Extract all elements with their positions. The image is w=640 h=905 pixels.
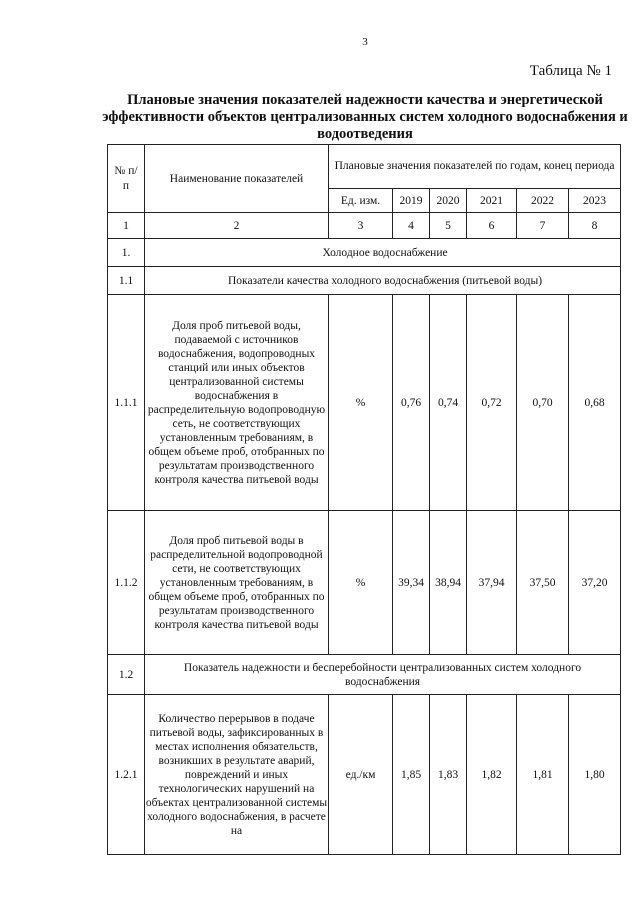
row-value: 1,80 bbox=[569, 695, 621, 855]
column-number: 1 bbox=[108, 213, 145, 239]
row-value: 37,50 bbox=[517, 511, 569, 655]
column-number: 6 bbox=[467, 213, 517, 239]
column-number: 2 bbox=[145, 213, 329, 239]
table-caption: Таблица № 1 bbox=[529, 63, 612, 79]
row-name: Доля проб питьевой воды, подаваемой с источников водоснабжения, водопроводных станций или иных объектов централизованной системы водоснабжения в распределительную водопроводную сеть, не соответствующих установленным требованиям, в общем объеме проб, отобранных по результатам производственного контроля качества питьевой воды bbox=[145, 295, 329, 511]
section-row bbox=[108, 239, 621, 267]
section-name: Показатель надежности и бесперебойности централизованных систем холодного водоснабжения bbox=[145, 655, 621, 695]
table-row bbox=[108, 695, 621, 855]
row-value: 1,83 bbox=[430, 695, 467, 855]
row-value: 0,74 bbox=[430, 295, 467, 511]
section-num: 1.1 bbox=[108, 267, 145, 295]
row-unit: % bbox=[329, 295, 393, 511]
row-unit: ед./км bbox=[329, 695, 393, 855]
row-value: 1,81 bbox=[517, 695, 569, 855]
section-name: Холодное водоснабжение bbox=[145, 239, 621, 267]
row-value: 1,85 bbox=[393, 695, 430, 855]
section-row bbox=[108, 267, 621, 295]
row-value: 0,68 bbox=[569, 295, 621, 511]
row-name: Количество перерывов в подаче питьевой воды, зафиксированных в местах исполнения обязательств, возникших в результате аварий, повреждений и иных технологических нарушений на объектах централизованной системы холодного водоснабжения, в расчете на bbox=[145, 695, 329, 855]
row-value: 38,94 bbox=[430, 511, 467, 655]
column-number: 8 bbox=[569, 213, 621, 239]
column-number: 5 bbox=[430, 213, 467, 239]
row-unit: % bbox=[329, 511, 393, 655]
row-value: 37,20 bbox=[569, 511, 621, 655]
header-year: 2019 bbox=[393, 189, 430, 213]
section-num: 1. bbox=[108, 239, 145, 267]
row-value: 0,76 bbox=[393, 295, 430, 511]
column-number: 4 bbox=[393, 213, 430, 239]
section-row bbox=[108, 655, 621, 695]
row-value: 1,82 bbox=[467, 695, 517, 855]
row-name: Доля проб питьевой воды в распределительной водопроводной сети, не соответствующих установленным требованиям, в общем объеме проб, отобранных по результатам производственного контроля качества питьевой воды bbox=[145, 511, 329, 655]
section-name: Показатели качества холодного водоснабжения (питьевой воды) bbox=[145, 267, 621, 295]
row-num: 1.2.1 bbox=[108, 695, 145, 855]
indicators-table bbox=[107, 144, 621, 855]
row-value: 39,34 bbox=[393, 511, 430, 655]
header-num: № п/п bbox=[108, 145, 145, 213]
table-row bbox=[108, 295, 621, 511]
document-title: Плановые значения показателей надежности качества и энергетической эффективности объектов централизованных систем холодного водоснабжения и водоотведения bbox=[102, 92, 628, 142]
table-row bbox=[108, 511, 621, 655]
row-value: 37,94 bbox=[467, 511, 517, 655]
section-num: 1.2 bbox=[108, 655, 145, 695]
column-number-row bbox=[108, 213, 621, 239]
header-planned: Плановые значения показателей по годам, конец периода bbox=[329, 145, 621, 189]
header-year: 2023 bbox=[569, 189, 621, 213]
row-value: 0,70 bbox=[517, 295, 569, 511]
page-number: 3 bbox=[362, 36, 368, 48]
row-value: 0,72 bbox=[467, 295, 517, 511]
header-year: 2022 bbox=[517, 189, 569, 213]
header-year: 2020 bbox=[430, 189, 467, 213]
header-year: 2021 bbox=[467, 189, 517, 213]
header-row-top bbox=[108, 145, 621, 189]
header-unit: Ед. изм. bbox=[329, 189, 393, 213]
row-num: 1.1.1 bbox=[108, 295, 145, 511]
header-name: Наименование показателей bbox=[145, 145, 329, 213]
column-number: 3 bbox=[329, 213, 393, 239]
column-number: 7 bbox=[517, 213, 569, 239]
row-num: 1.1.2 bbox=[108, 511, 145, 655]
